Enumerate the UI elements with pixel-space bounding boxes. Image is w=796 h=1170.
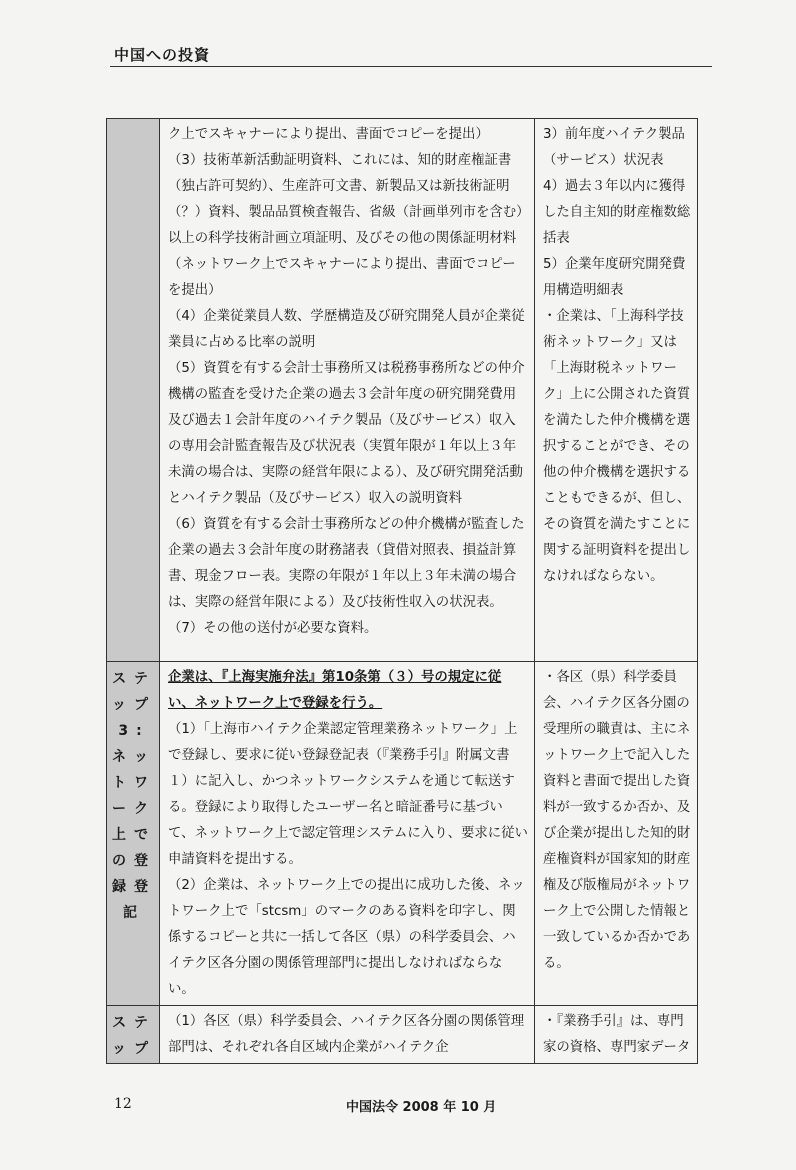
paragraph: （5）資質を有する会計士事務所又は税務事務所などの仲介機構の監査を受けた企業の過去３会計年度の研究開発費用及び過去１会計年度のハイテク製品（及びサービス）収入の専用会計監査報告及び状況表（実質年限が１年以上３年未満の場合は、実際の経営年限による）、及び研究開発活動とハイテク製品（及びサービス）収入の説明資料 [168, 361, 525, 506]
paragraph: ・各区（県）科学委員会、ハイテク区各分園の受理所の職責は、主にネットワーク上で記入した資料と書面で提出した資料が一致するか否か、及び企業が提出した知的財産権資料が国家知的財産権及び版権局がネットワーク上で公開した情報と一致しているか否かである。 [543, 670, 691, 971]
table-row [107, 119, 698, 662]
side-cell [535, 662, 698, 1006]
paragraph: （6）資質を有する会計士事務所などの仲介機構が監査した企業の過去３会計年度の財務諸表（貸借対照表、損益計算書、現金フロー表。実際の年限が１年以上３年未満の場合は、実際の経営年限による）及び技術性収入の状況表。 [168, 517, 525, 610]
step-heading: 企業は、『上海実施弁法』第10条第（３）号の規定に従い、ネットワーク上で登録を行う。 [168, 670, 502, 711]
paragraph: 5）企業年度研究開発費用構造明細表 [543, 257, 686, 298]
procedure-table [106, 118, 698, 1064]
page-number: 12 [114, 1096, 132, 1112]
magazine-issue: 中国法令 2008 年 10 月 [346, 1100, 497, 1115]
main-cell [160, 662, 535, 1006]
main-cell [160, 1006, 535, 1064]
step-label: ステップ [107, 1006, 160, 1064]
step-label: ステップ3:ネットワーク上での登録登記 [107, 662, 160, 1006]
main-cell [160, 119, 535, 662]
side-cell [535, 119, 698, 662]
paragraph: （3）技術革新活動証明資料、これには、知的財産権証書（独占許可契約）、生産許可文書、新製品又は新技術証明（？）資料、製品品質検査報告、省級（計画単列市を含む）以上の科学技術計画立項証明、及びその他の関係証明材料（ネットワーク上でスキャナーにより提出、書面でコピーを提出） [168, 153, 523, 298]
paragraph: （2）企業は、ネットワーク上での提出に成功した後、ネットワーク上で「stcsm」のマークのある資料を印字し、関係するコピーと共に一括して各区（県）の科学委員会、ハイテク区各分園の関係管理部門に提出しなければならない。 [168, 878, 525, 997]
paragraph: ク上でスキャナーにより提出、書面でコピーを提出） [168, 127, 489, 142]
paragraph: （1）「上海市ハイテク企業認定管理業務ネットワーク」上で登録し、要求に従い登録登記表（『業務手引』附属文書１）に記入し、かつネットワークシステムを通じて転送する。登録により取得したユーザー名と暗証番号に基づいて、ネットワーク上で認定管理システムに入り、要求に従い申請資料を提出する。 [168, 722, 528, 867]
table-row [107, 662, 698, 1006]
table-row [107, 1006, 698, 1064]
paragraph: ・企業は、「上海科学技術ネットワーク」又は「上海財税ネットワーク」上に公開された資質を満たした仲介機構を選択することができ、その他の仲介機構を選択することもできるが、但し、その資質を満たすことに関する証明資料を提出しなければならない。 [543, 309, 691, 584]
paragraph: 4）過去３年以内に獲得した自主知的財産権数総括表 [543, 179, 691, 246]
running-header-title: 中国への投資 [114, 46, 211, 64]
step-cell [107, 119, 160, 662]
paragraph: 3）前年度ハイテク製品（サービス）状況表 [543, 127, 685, 168]
side-cell [535, 1006, 698, 1064]
paragraph: （4）企業従業員人数、学歴構造及び研究開発人員が企業従業員に占める比率の説明 [168, 309, 525, 350]
paragraph: ・『業務手引』は、専門家の資格、専門家データ [543, 1014, 691, 1055]
header-rule [110, 66, 712, 67]
paragraph: （1）各区（県）科学委員会、ハイテク区各分園の関係管理部門は、それぞれ各自区域内企業がハイテク企 [168, 1014, 525, 1055]
paragraph: （7）その他の送付が必要な資料。 [168, 621, 378, 636]
